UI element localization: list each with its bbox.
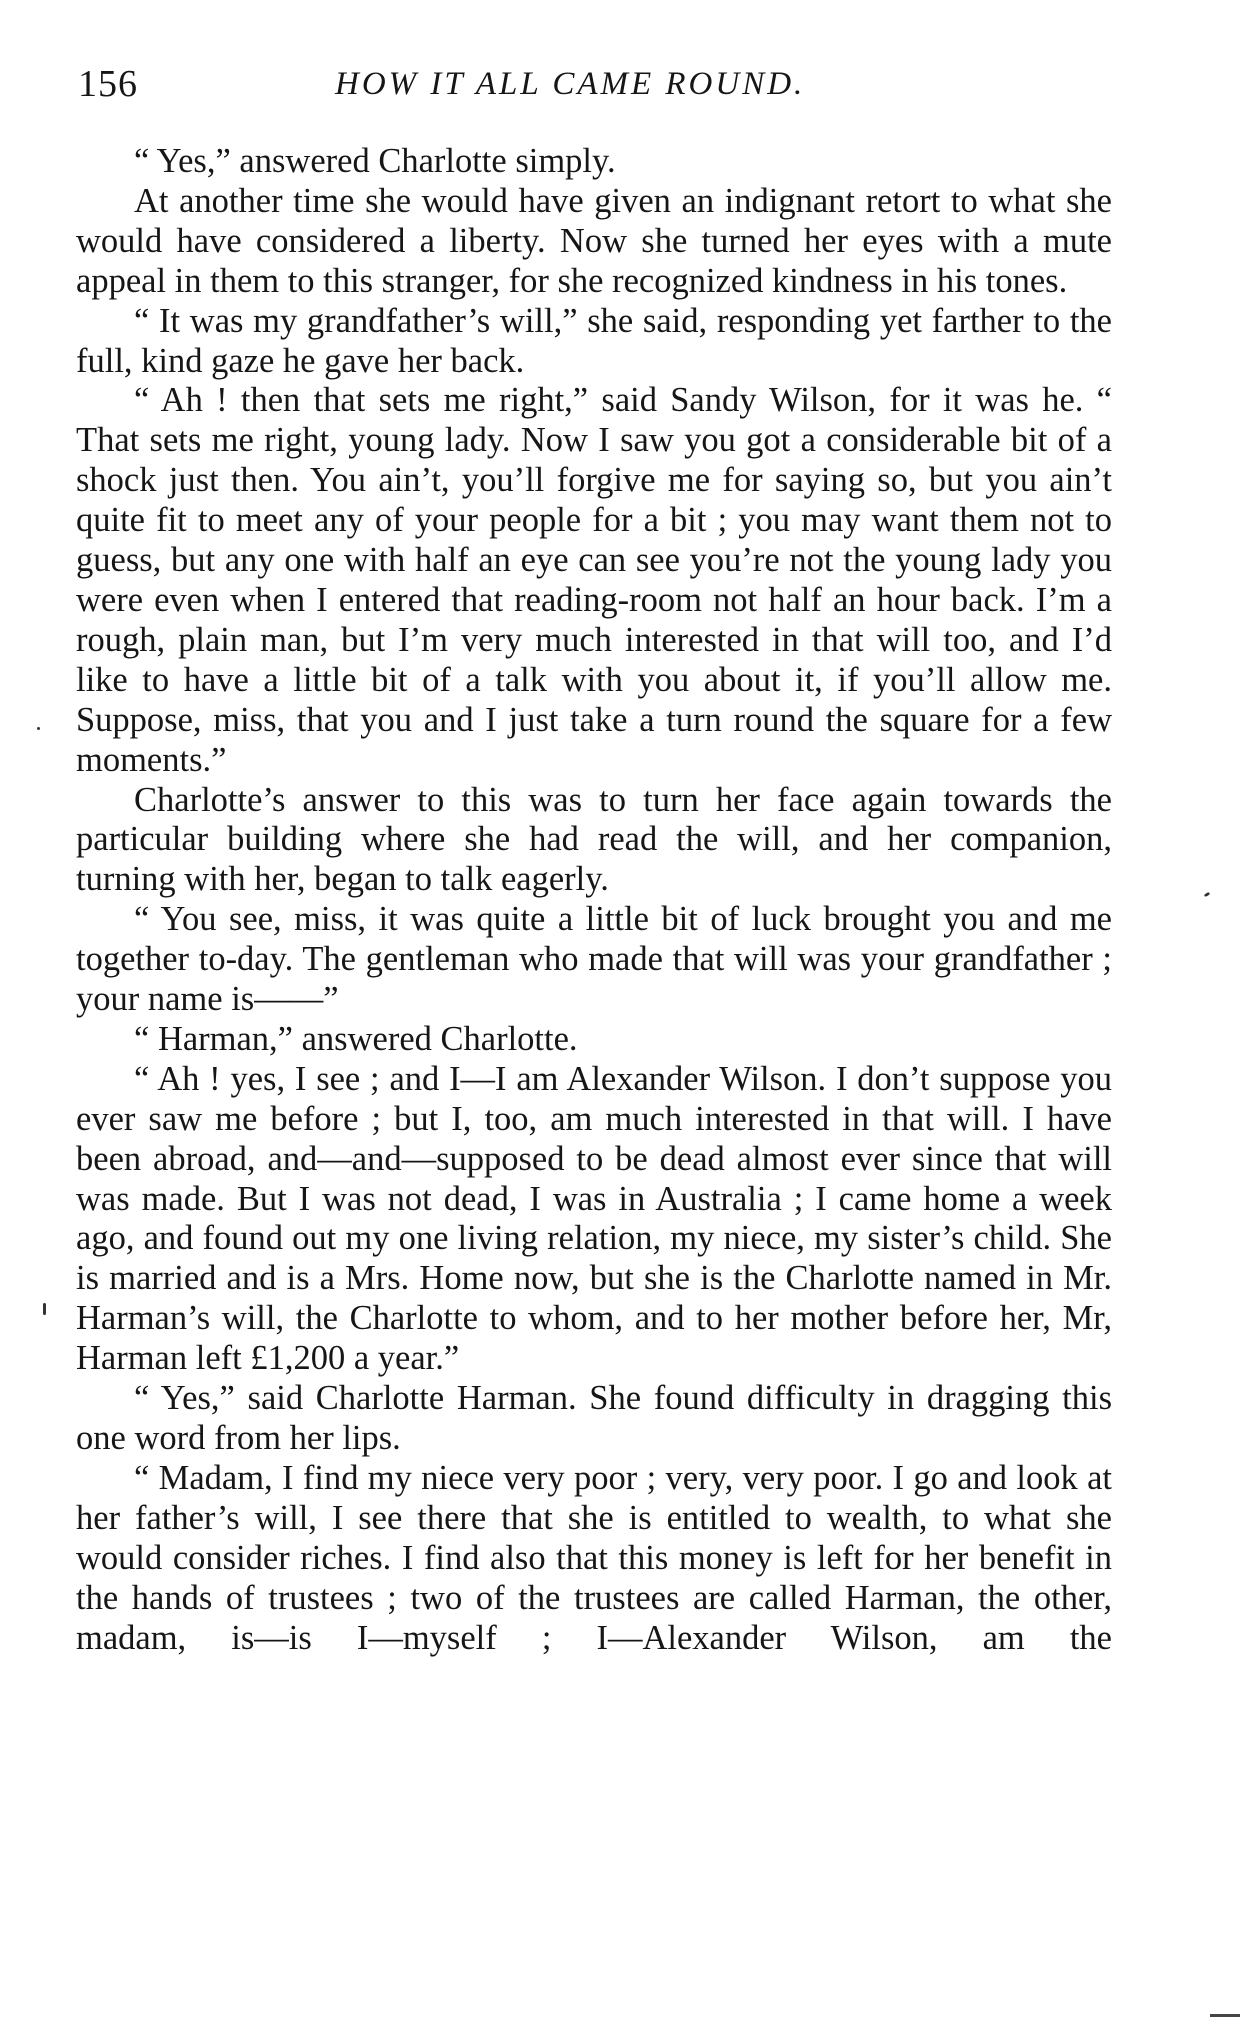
paragraph: “ Harman,” answered Charlotte. (134, 1019, 578, 1058)
paragraph: “ Yes,” said Charlotte Harman. She found difficulty in dragging this one word from her lips. (76, 1379, 1112, 1457)
paragraph: Charlotte’s answer to this was to turn her face again towards the particular building where she had read the will, and her companion, turning with her, began to talk eagerly. (76, 780, 1112, 899)
page-number: 156 (78, 63, 138, 105)
body-text (76, 142, 1112, 1658)
ink-speck (37, 727, 40, 730)
ink-speck (43, 1303, 46, 1315)
paragraph: “ Ah ! yes, I see ; and I—I am Alexander Wilson. I don’t suppose you ever saw me before ; but I, too, am much interested in that will. I have been abroad, and—and—supposed to be dead almost ever since that will was made. But I was not dead, I was in Australia ; I came home a week ago, and found out my one living relation, my niece, my sister’s child. She is married and is a Mrs. Home now, but she is the Charlotte named in Mr. Harman’s will, the Charlotte to whom, and to her mother before her, Mr, Harman left £1,200 a year.” (76, 1059, 1112, 1378)
running-head: HOW IT ALL CAME ROUND. (335, 66, 806, 102)
paragraph: “ It was my grandfather’s will,” she said, responding yet farther to the full, kind gaze he gave her back. (76, 301, 1112, 380)
paragraph: “ You see, miss, it was quite a little bit of luck brought you and me together to-day. The gentleman who made that will was your grandfather ; your name is——” (76, 900, 1112, 1019)
paragraph: “ Madam, I find my niece very poor ; very, very poor. I go and look at her father’s will, I see there that she is entitled to wealth, to what she would consider riches. I find also that this money is left for her benefit in the hands of trustees ; two of the trustees are called Harman, the other, madam, is—is I—myself ; I—Alexander Wilson, am the (76, 1458, 1112, 1657)
paragraph: “ Yes,” answered Charlotte simply. (134, 142, 616, 180)
paragraph: At another time she would have given an indignant retort to what she would have considered a liberty. Now she turned her eyes with a mute appeal in them to this stranger, for she recognized kindness in his tones. (76, 181, 1112, 300)
page-edge-mark (1210, 2014, 1240, 2017)
ink-speck (1204, 892, 1211, 898)
paragraph: “ Ah ! then that sets me right,” said Sandy Wilson, for it was he. “ That sets me right, young lady. Now I saw you got a considerable bit of a shock just then. You ain’t, you’ll forgive me for saying so, but you ain’t quite fit to meet any of your people for a bit ; you may want them not to guess, but any one with half an eye can see you’re not the young lady you were even when I entered that reading-room not half an hour back. I’m a rough, plain man, but I’m very much interested in that will too, and I’d like to have a little bit of a talk with you about it, if you’ll allow me. Suppose, miss, that you and I just take a turn round the square for a few moments.” (76, 381, 1112, 779)
